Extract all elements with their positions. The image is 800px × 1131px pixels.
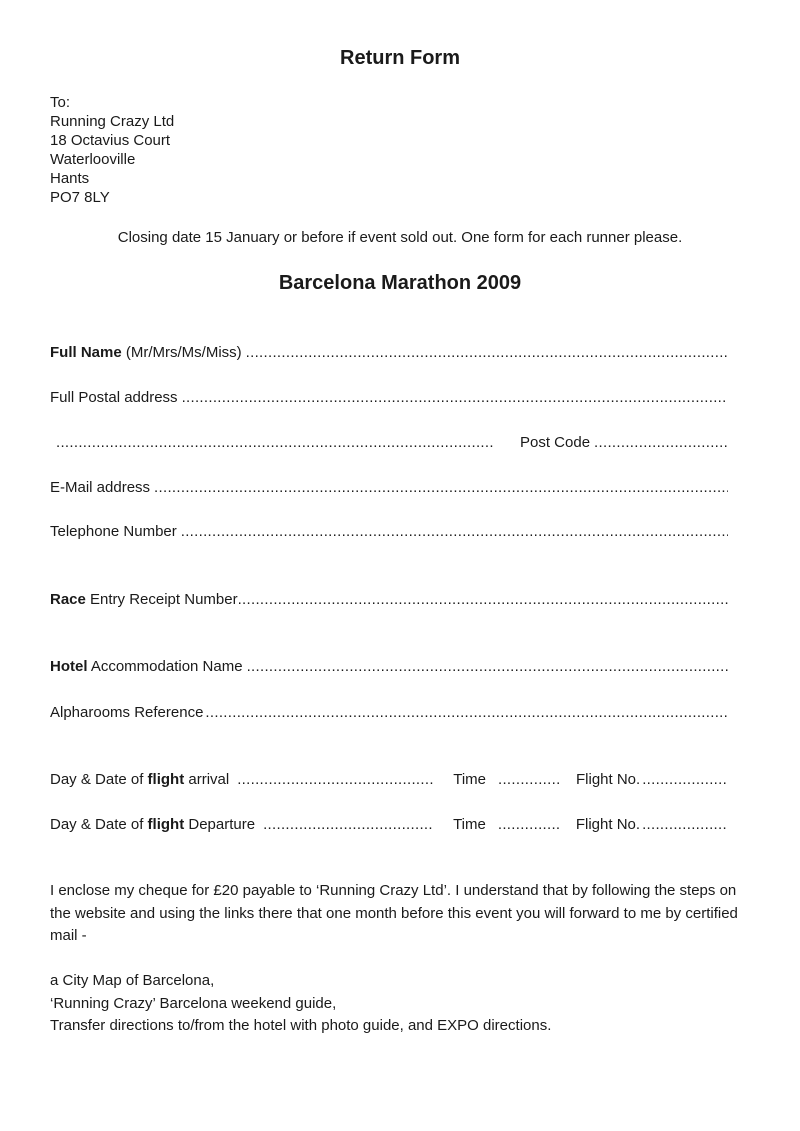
telephone-row — [50, 523, 728, 543]
arrival-time-field[interactable] — [498, 771, 560, 788]
full-name-field[interactable] — [246, 344, 728, 361]
flight-departure-row — [50, 816, 728, 836]
address-line: Running Crazy Ltd — [50, 113, 175, 130]
hotel-name-field[interactable] — [247, 658, 728, 675]
email-field[interactable] — [154, 479, 728, 496]
alpharooms-row — [50, 704, 728, 724]
address-line: 18 Octavius Court — [50, 132, 171, 149]
address-line: PO7 8LY — [50, 189, 110, 206]
address-to-label: To: — [50, 94, 71, 111]
hotel-name-label: Hotel Accommodation Name — [50, 658, 243, 675]
flight-arrival-label: Day & Date of flight arrival — [50, 771, 230, 788]
address-line: Hants — [50, 170, 90, 187]
list-item: a City Map of Barcelona, — [50, 972, 215, 989]
alpharooms-field[interactable] — [205, 704, 728, 721]
list-item: Transfer directions to/from the hotel with photo guide, and EXPO directions. — [50, 1017, 552, 1034]
address-line: Waterlooville — [50, 151, 136, 168]
telephone-label: Telephone Number — [50, 523, 177, 540]
closing-date-note: Closing date 15 January or before if event sold out. One form for each runner please. — [117, 229, 683, 246]
declaration-paragraph: I enclose my cheque for £20 payable to ‘Running Crazy Ltd’. I understand that by following the steps on the website and using the links there that one month before this event you will forward to me by certified mail - — [50, 882, 738, 944]
list-item: ‘Running Crazy’ Barcelona weekend guide, — [50, 994, 337, 1012]
flight-arrival-date-field[interactable] — [237, 771, 433, 788]
postal-address-row — [50, 389, 728, 409]
included-items-list — [50, 970, 750, 1038]
full-name-label: Full Name (Mr/Mrs/Ms/Miss) — [50, 344, 242, 361]
departure-flight-no-field[interactable] — [642, 816, 728, 833]
flight-departure-date-field[interactable] — [263, 816, 433, 833]
recipient-address — [50, 93, 174, 207]
race-receipt-row — [50, 591, 728, 611]
flight-departure-label: Day & Date of flight Departure — [50, 816, 256, 833]
race-receipt-label: Race Entry Receipt Number — [50, 591, 238, 608]
postal-address-field[interactable] — [182, 389, 728, 406]
postal-address-label: Full Postal address — [50, 389, 178, 406]
postal-address-line2-field[interactable] — [56, 434, 494, 451]
alpharooms-label: Alpharooms Reference — [50, 704, 204, 721]
telephone-field[interactable] — [181, 523, 728, 540]
departure-flight-no-label: Flight No. — [575, 816, 641, 833]
event-title: Barcelona Marathon 2009 — [278, 272, 522, 294]
arrival-time-label: Time — [453, 771, 486, 788]
form-title: Return Form — [340, 47, 460, 69]
arrival-flight-no-label: Flight No. — [576, 771, 641, 788]
departure-time-label: Time — [453, 816, 486, 833]
arrival-flight-no-field[interactable] — [642, 771, 728, 788]
post-code-label: Post Code — [520, 434, 591, 451]
race-receipt-field[interactable] — [238, 591, 728, 608]
full-name-row — [50, 344, 728, 364]
post-code-field[interactable] — [594, 434, 728, 451]
email-row — [50, 479, 728, 499]
flight-arrival-row — [50, 771, 728, 791]
email-label: E-Mail address — [50, 479, 151, 496]
departure-time-field[interactable] — [498, 816, 560, 833]
hotel-name-row — [50, 658, 728, 678]
postal-address-line2-row — [50, 434, 728, 454]
